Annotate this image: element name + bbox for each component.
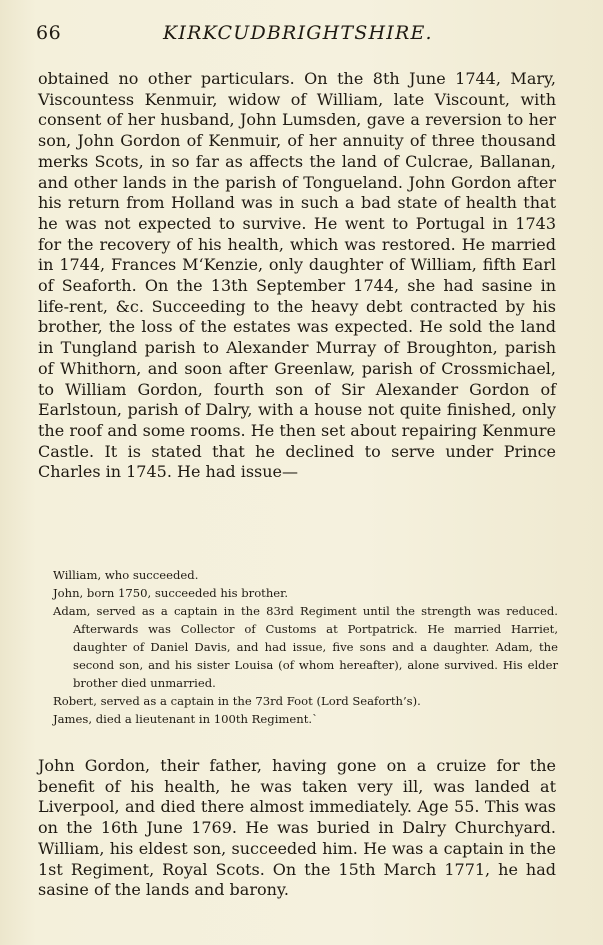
issue-item: William, who succeeded. <box>53 568 199 582</box>
page-number: 66 <box>36 22 62 44</box>
paragraph <box>38 756 556 901</box>
issue-item: James, died a lieutenant in 100th Regiment.` <box>53 712 318 726</box>
issue-list <box>53 566 558 728</box>
issue-item: Robert, served as a captain in the 73rd Foot (Lord Seaforth’s). <box>53 694 421 708</box>
issue-item: Adam, served as a captain in the 83rd Regiment until the strength was reduced. Afterwards was Collector of Customs at Portpatrick. He married Harriet, daughter of Daniel Davis, and had issue, five sons and a daughter. Adam, the second son, and his sister Louisa (of whom hereafter), alone survived. His elder brother died unmarried. <box>53 604 558 690</box>
paragraph-text: John Gordon, their father, having gone on a cruize for the benefit of his health, he was taken very ill, was landed at Liverpool, and died there almost immediately. Age 55. This was on the 16th June 1769. He was buried in Dalry Churchyard. William, his eldest son, succeeded him. He was a captain in the 1st Regiment, Royal Scots. On the 15th March 1771, he had sasine of the lands and barony. <box>38 756 556 900</box>
running-head: KIRKCUDBRIGHTSHIRE. <box>163 22 433 44</box>
page-header <box>36 22 576 50</box>
issue-item: John, born 1750, succeeded his brother. <box>53 586 289 600</box>
paragraph-text: obtained no other particulars. On the 8th June 1744, Mary, Viscountess Kenmuir, widow of William, late Viscount, with consent of her husband, John Lumsden, gave a reversion to her son, John Gordon of Kenmuir, of her annuity of three thousand merks Scots, in so far as affects the land of Culcrae, Ballanan, and other lands in the parish of Tongueland. John Gordon after his return from Holland was in such a bad state of health that he was not expected to survive. He went to Portugal in 1743 for the recovery of his health, which was restored. He married in 1744, Frances M‘Kenzie, only daughter of William, fifth Earl of Seaforth. On the 13th September 1744, she had sasine in life-rent, &c. Succeeding to the heavy debt contracted by his brother, the loss of the estates was expected. He sold the land in Tungland parish to Alexander Murray of Broughton, parish of Whithorn, and soon after Greenlaw, parish of Crossmichael, to William Gordon, fourth son of Sir Alexander Gordon of Earlstoun, parish of Dalry, with a house not quite finished, only the roof and some rooms. He then set about repairing Kenmure Castle. It is stated that he declined to serve under Prince Charles in 1745. He had issue— <box>38 69 556 482</box>
paragraph <box>38 69 556 483</box>
